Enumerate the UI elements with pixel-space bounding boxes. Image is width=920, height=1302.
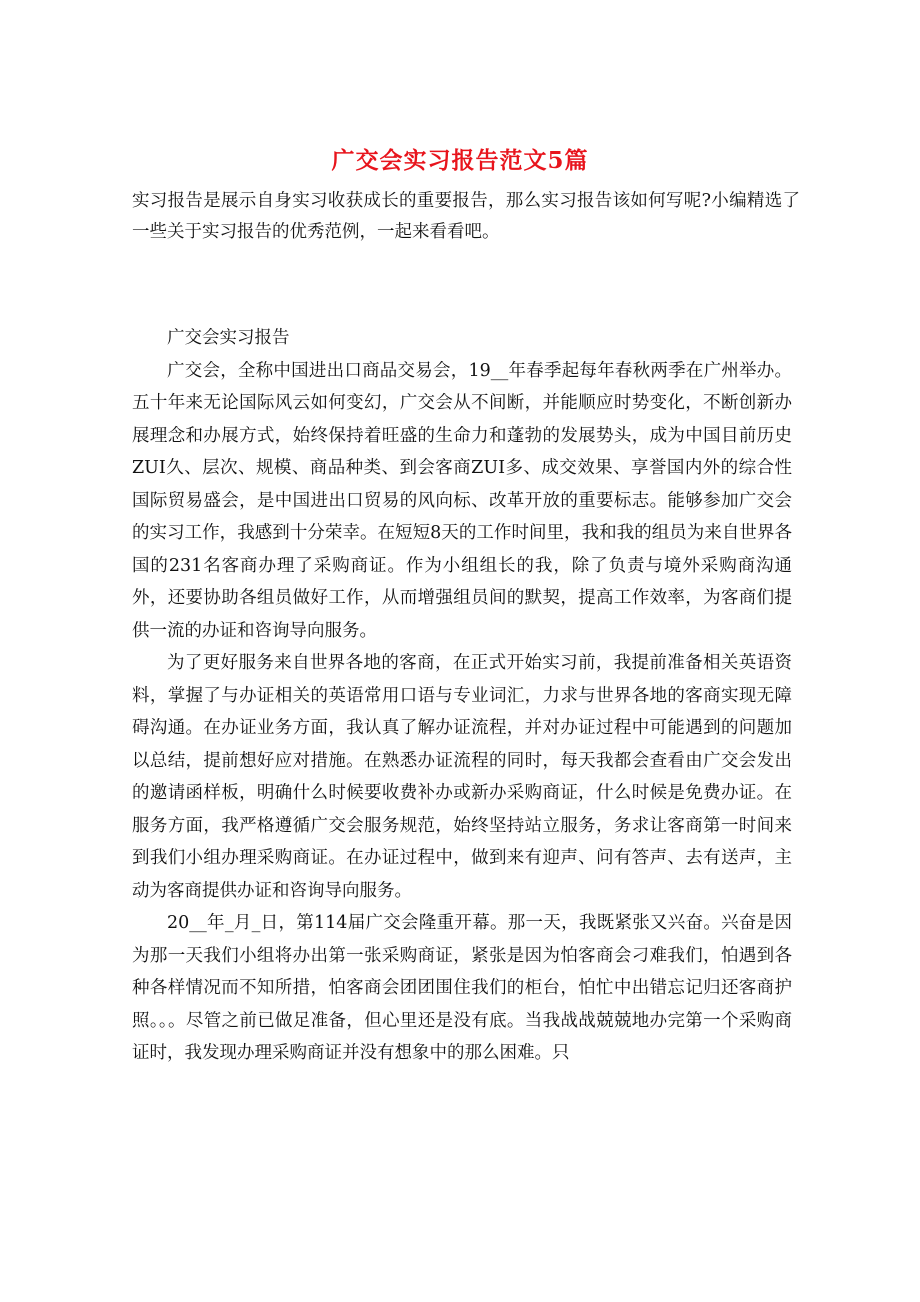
report-body	[132, 322, 792, 1070]
intro-paragraph: 实习报告是展示自身实习收获成长的重要报告，那么实习报告该如何写呢?小编精选了一些关于实习报告的优秀范例，一起来看看吧。	[132, 191, 800, 242]
body-paragraph-2: 为了更好服务来自世界各地的客商，在正式开始实习前，我提前准备相关英语资料，掌握了与办证相关的英语常用口语与专业词汇，力求与世界各地的客商实现无障碍沟通。在办证业务方面，我认真了解办证流程，并对办证过程中可能遇到的问题加以总结，提前想好应对措施。在熟悉办证流程的同时，每天我都会查看由广交会发出的邀请函样板，明确什么时候要收费补办或新办采购商证，什么时候是免费办证。在服务方面，我严格遵循广交会服务规范，始终坚持站立服务，务求让客商第一时间来到我们小组办理采购商证。在办证过程中，做到来有迎声、问有答声、去有送声，主动为客商提供办证和咨询导向服务。	[132, 653, 792, 901]
body-paragraph-3: 20__年_月_日，第114届广交会隆重开幕。那一天，我既紧张又兴奋。兴奋是因为那一天我们小组将办出第一张采购商证，紧张是因为怕客商会刁难我们，怕遇到各种各样情况而不知所措，怕客商会团团围住我们的柜台，怕忙中出错忘记归还客商护照。。。尽管之前已做足准备，但心里还是没有底。当我战战兢兢地办完第一个采购商证时，我发现办理采购商证并没有想象中的那么困难。只	[132, 913, 792, 1063]
section-heading: 广交会实习报告	[167, 328, 290, 348]
body-paragraph-1: 广交会，全称中国进出口商品交易会，19__年春季起每年春秋两季在广州举办。五十年来无论国际风云如何变幻，广交会从不间断，并能顺应时势变化，不断创新办展理念和办展方式，始终保持着旺盛的生命力和蓬勃的发展势头，成为中国目前历史ZUI久、层次、规模、商品种类、到会客商ZUI多、成交效果、享誉国内外的综合性国际贸易盛会，是中国进出口贸易的风向标、改革开放的重要标志。能够参加广交会的实习工作，我感到十分荣幸。在短短8天的工作时间里，我和我的组员为来自世界各国的231名客商办理了采购商证。作为小组组长的我，除了负责与境外采购商沟通外，还要协助各组员做好工作，从而增强组员间的默契，提高工作效率，为客商们提供一流的办证和咨询导向服务。	[132, 360, 792, 641]
document-title: 广交会实习报告范文5篇	[331, 147, 589, 174]
